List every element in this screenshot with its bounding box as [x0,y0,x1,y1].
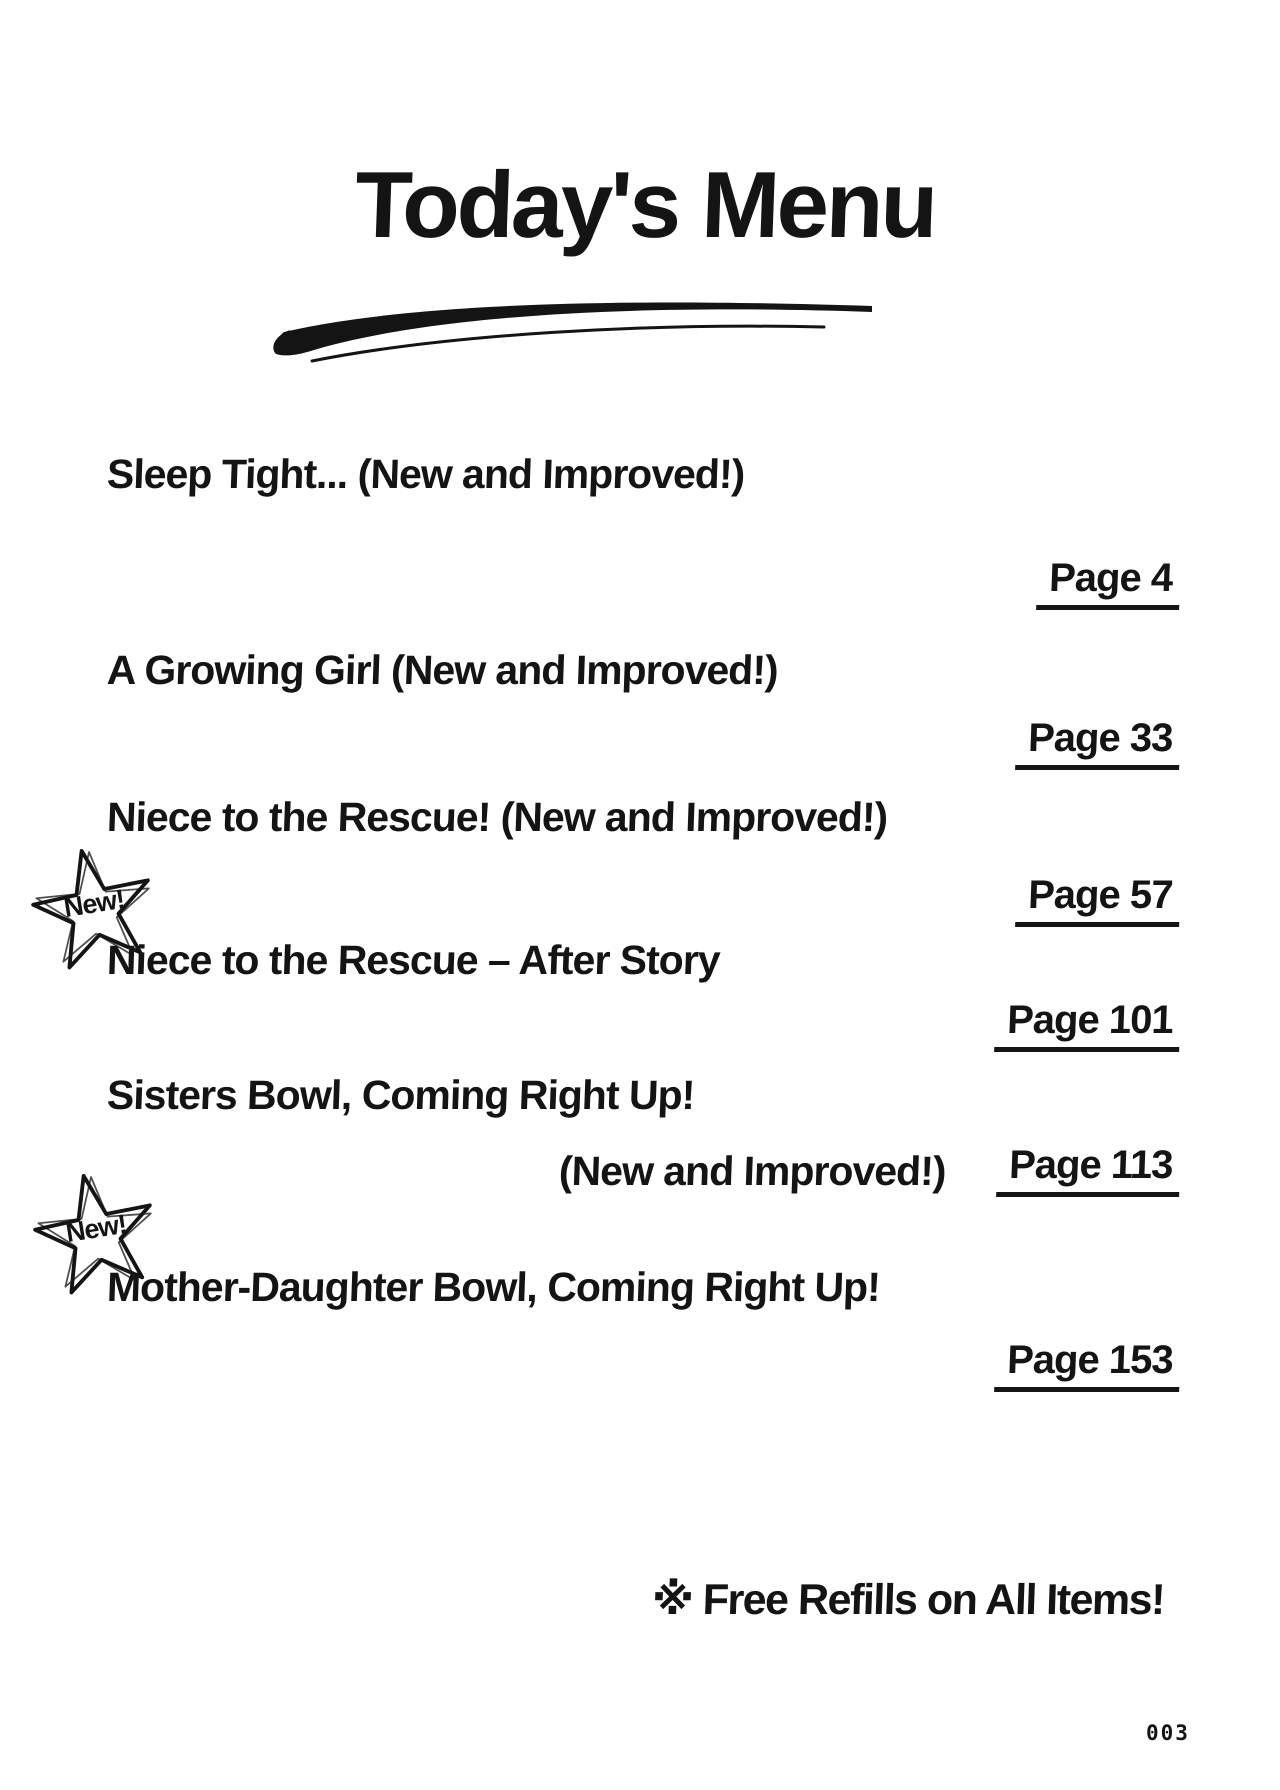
brush-underline-icon [268,288,882,368]
page-ref-label: Page 4 [1036,558,1181,610]
toc-entry-title: Sleep Tight... (New and Improved!) [106,451,746,497]
page-ref-label: Page 57 [1015,875,1181,927]
page-title: Today's Menu [353,152,937,257]
toc-entry-title: Niece to the Rescue! (New and Improved!) [106,794,888,840]
folio-page-number: 003 [1146,1721,1190,1745]
toc-entry-title: A Growing Girl (New and Improved!) [106,647,779,693]
toc-page-ref [997,1145,1180,1197]
toc-entry-title: Sisters Bowl, Coming Right Up! [106,1072,696,1118]
toc-page-ref [1037,558,1180,610]
page-ref-label: Page 101 [994,1000,1181,1052]
new-badge-label: New! [61,883,127,923]
page-ref-label: Page 113 [996,1145,1181,1197]
toc-entry-title-line2: (New and Improved!) [557,1148,946,1194]
toc-entry-title: Mother-Daughter Bowl, Coming Right Up! [106,1264,881,1310]
page-ref-label: Page 33 [1015,718,1181,770]
toc-entry-title: Niece to the Rescue – After Story [106,937,721,983]
new-badge-label: New! [63,1208,129,1248]
page-ref-label: Page 153 [994,1340,1181,1392]
toc-page-ref [1016,875,1180,927]
toc-page-ref [995,1340,1180,1392]
toc-page-ref [1016,718,1180,770]
footer-note: ※ Free Refills on All Items! [651,1576,1165,1624]
toc-page-ref [995,1000,1180,1052]
